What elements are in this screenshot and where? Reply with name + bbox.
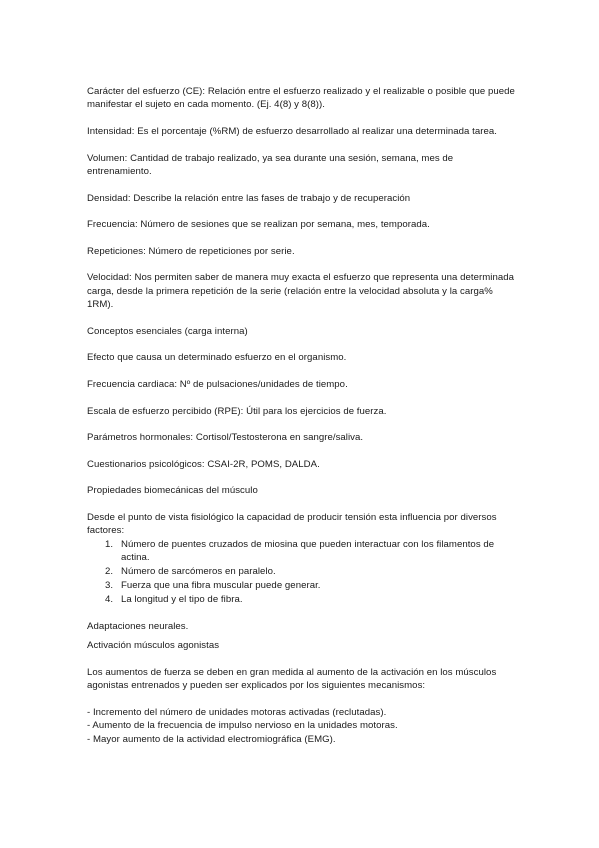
paragraph-intensidad: Intensidad: Es el porcentaje (%RM) de esfuerzo desarrollado al realizar una determinada tarea. [87,126,497,137]
paragraph-frecuencia-cardiaca: Frecuencia cardiaca: Nº de pulsaciones/unidades de tiempo. [87,378,348,390]
list-number: 4. [105,594,114,606]
list-item [105,593,517,606]
list-number: 3. [105,580,114,592]
document-body [87,85,517,746]
dash-item: - Mayor aumento de la actividad electromiográfica (EMG). [87,733,336,745]
dash-item: - Aumento de la frecuencia de impulso nervioso en la unidades motoras. [87,720,398,732]
list-item-text: La longitud y el tipo de fibra. [121,594,243,606]
list-item [105,538,517,565]
paragraph-aumentos-fuerza: Los aumentos de fuerza se deben en gran medida al aumento de la activación en los músculos agonistas entrenados y pueden ser explicados por los siguientes mecanismos: [87,666,497,692]
paragraph-parametros-hormonales: Parámetros hormonales: Cortisol/Testosterona en sangre/saliva. [87,432,364,444]
numbered-list-factores [87,538,517,607]
paragraph-intro-factores: Desde el punto de vista fisiológico la capacidad de producir tensión esta influencia por diversos factores: [87,511,497,537]
list-item [105,579,517,592]
list-item-text: Fuerza que una fibra muscular puede generar. [121,580,321,592]
list-item [105,565,517,578]
paragraph-rpe: Escala de esfuerzo percibido (RPE): Útil para los ejercicios de fuerza. [87,405,387,417]
list-item-text: Número de puentes cruzados de miosina que pueden interactuar con los filamentos de actina. [121,538,495,564]
dash-item: - Incremento del número de unidades motoras activadas (reclutadas). [87,706,387,718]
list-number: 1. [105,538,114,550]
paragraph-volumen: Volumen: Cantidad de trabajo realizado, ya sea durante una sesión, semana, mes de entrenamiento. [87,152,454,177]
paragraph-caracter-esfuerzo: Carácter del esfuerzo (CE): Relación entre el esfuerzo realizado y el realizable o posible que puede manifestar el sujeto en cada momento. (Ej. 4(8) y 8(8)). [87,86,515,111]
heading-propiedades-biomecanicas: Propiedades biomecánicas del músculo [87,485,258,497]
list-item-text: Número de sarcómeros en paralelo. [121,566,276,578]
list-number: 2. [105,566,114,578]
paragraph-efecto: Efecto que causa un determinado esfuerzo en el organismo. [87,352,347,364]
dash-list-mecanismos [87,706,517,746]
paragraph-densidad: Densidad: Describe la relación entre las fases de trabajo y de recuperación [87,192,411,204]
heading-adaptaciones-neurales: Adaptaciones neurales. [87,620,189,632]
paragraph-frecuencia: Frecuencia: Número de sesiones que se realizan por semana, mes, temporada. [87,219,430,231]
paragraph-velocidad: Velocidad: Nos permiten saber de manera muy exacta el esfuerzo que representa una determinada carga, desde la primera repetición de la serie (relación entre la velocidad absoluta y la carga% 1RM). [87,272,515,311]
heading-activacion-agonistas: Activación músculos agonistas [87,640,220,652]
heading-conceptos-esenciales: Conceptos esenciales (carga interna) [87,325,248,337]
paragraph-cuestionarios: Cuestionarios psicológicos: CSAI-2R, POMS, DALDA. [87,458,320,470]
paragraph-repeticiones: Repeticiones: Número de repeticiones por serie. [87,245,295,257]
